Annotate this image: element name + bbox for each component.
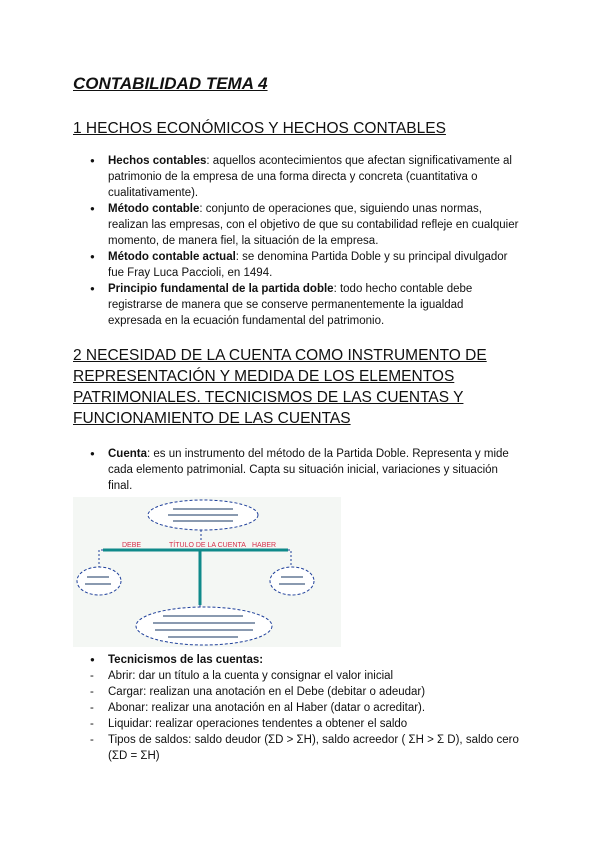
dash-item-abonar: - Abonar: realizar una anotación en al Haber (datar o acreditar). <box>90 700 530 716</box>
haber-label: HABER <box>252 542 277 549</box>
term-text: : conjunto de operaciones que, siguiendo unas normas, realizan las empresas, con el objetivo de que su contabilidad refleje en cualquier momento, de manera fiel, la situación de la empresa. <box>108 203 519 247</box>
callout-bottom-ellipse <box>136 607 272 645</box>
tecnicismos-dash-list <box>90 668 530 764</box>
section-2-heading-line-2: REPRESENTACIÓN Y MEDIDA DE LOS ELEMENTOS <box>73 368 455 385</box>
term-label: Método contable actual <box>108 251 236 263</box>
term-text: : es un instrumento del método de la Partida Doble. Representa y mide cada elemento patrimonial. Capta su situación inicial, variaciones y situación final. <box>108 448 509 492</box>
dash-item-cargar: - Cargar: realizan una anotación en el Debe (debitar o adeudar) <box>90 684 530 700</box>
section-1-heading: 1 HECHOS ECONÓMICOS Y HECHOS CONTABLES <box>73 120 446 137</box>
dash-item-abrir: - Abrir: dar un título a la cuenta y consignar el valor inicial <box>90 668 530 684</box>
account-diagram-svg <box>73 497 341 647</box>
section-2-heading <box>73 345 543 429</box>
section-1-bullet-list <box>90 153 520 329</box>
section-2-cuenta-bullet <box>90 446 520 494</box>
term-text: : todo hecho contable debe registrarse de manera que se conserve permanentemente la igualdad expresada en la ecuación fundamental del patrimonio. <box>108 283 473 327</box>
term-label: Método contable <box>108 203 200 215</box>
bullet-cuenta <box>90 446 520 494</box>
left-connector <box>99 550 103 567</box>
term-label: Principio fundamental de la partida doble <box>108 283 334 295</box>
dash-item-tipos-saldos: - Tipos de saldos: saldo deudor (ΣD > ΣH), saldo acreedor ( ΣH > Σ D), saldo cero (ΣD = ΣH) <box>90 732 528 764</box>
tecnicismos-bullet <box>90 652 520 668</box>
left-ellipse <box>77 567 121 595</box>
document-title: CONTABILIDAD TEMA 4 <box>73 74 268 93</box>
term-text: : aquellos acontecimientos que afectan significativamente al patrimonio de la empresa de una forma directa y concreta (cuantitativa o cualitativamente). <box>108 155 512 199</box>
term-label: Hechos contables <box>108 155 207 167</box>
tecnicismos-label: Tecnicismos de las cuentas: <box>108 654 264 666</box>
section-2-heading-line-4: FUNCIONAMIENTO DE LAS CUENTAS <box>73 410 351 427</box>
term-label: Cuenta <box>108 448 147 460</box>
bullet-metodo-contable <box>90 201 520 249</box>
bullet-metodo-actual <box>90 249 520 281</box>
bullet-hechos-contables <box>90 153 520 201</box>
debe-label: DEBE <box>122 542 142 549</box>
bullet-principio-fundamental <box>90 281 520 329</box>
bullet-tecnicismos <box>90 652 520 668</box>
right-connector <box>288 550 291 567</box>
section-2-heading-line-3: PATRIMONIALES. TECNICISMOS DE LAS CUENTAS Y <box>73 389 464 406</box>
section-2-heading-line-1: 2 NECESIDAD DE LA CUENTA COMO INSTRUMENTO DE <box>73 347 487 364</box>
term-text: : se denomina Partida Doble y su principal divulgador fue Fray Luca Paccioli, en 1494. <box>108 251 508 279</box>
titulo-cuenta-label: TÍTULO DE LA CUENTA <box>169 542 246 549</box>
dash-item-liquidar: - Liquidar: realizar operaciones tendentes a obtener el saldo <box>90 716 530 732</box>
account-diagram-image <box>73 497 341 647</box>
right-ellipse <box>270 567 314 595</box>
